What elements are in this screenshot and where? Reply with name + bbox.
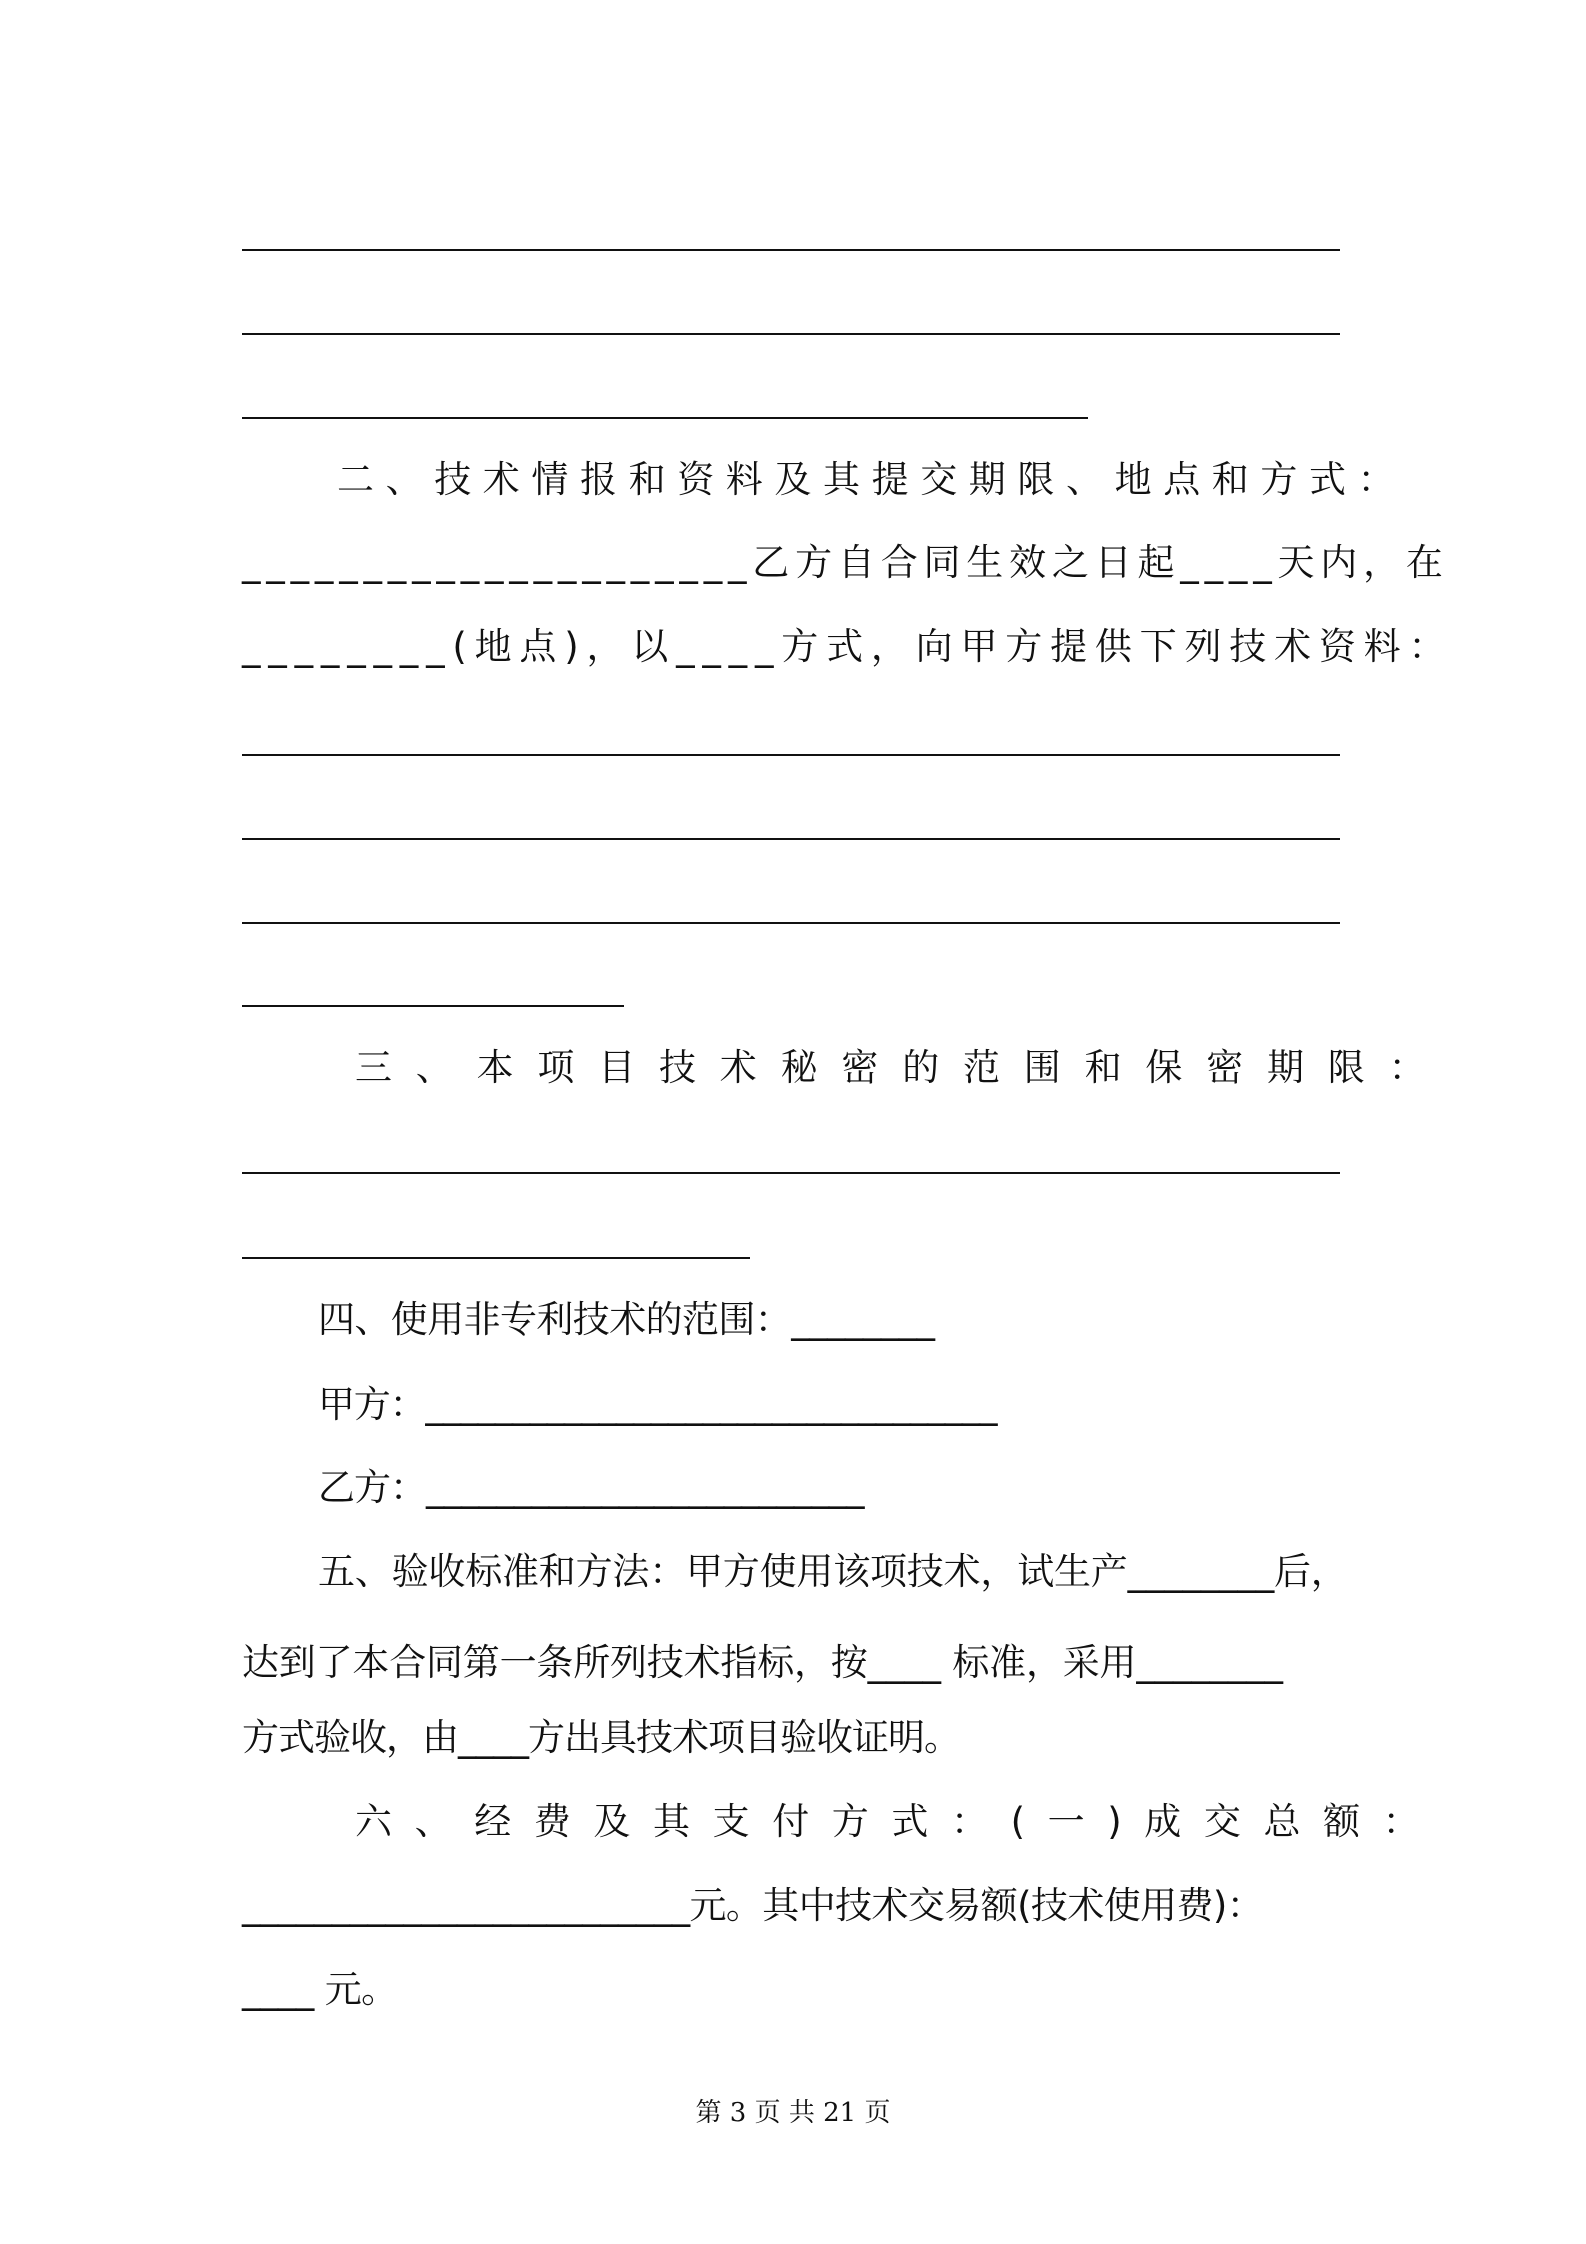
blank-line <box>242 754 1340 756</box>
section-5-text-line: 方式验收，由____方出具技术项目验收证明。 <box>242 1716 960 1759</box>
page-number-footer: 第 3 页 共 21 页 <box>695 2098 891 2128</box>
party-b-line: 乙方：_________________________ <box>318 1466 864 1509</box>
blank-line <box>242 333 1340 335</box>
party-a-line: 甲方：_________________________________ <box>318 1383 997 1426</box>
blank-line <box>242 838 1340 840</box>
blank-line <box>242 1005 624 1007</box>
section-5-heading: 五、验收标准和方法：甲方使用该项技术，试生产________后， <box>318 1550 1348 1593</box>
section-6-text-line: ____ 元。 <box>242 1968 398 2011</box>
section-4-heading: 四、使用非专利技术的范围：________ <box>318 1298 935 1341</box>
section-2-text-line: ________(地点)，以____方式，向甲方提供下列技术资料： <box>242 625 1454 668</box>
blank-line <box>242 249 1340 251</box>
section-2-text-line: _____________________乙方自合同生效之日起____天内，在 <box>242 541 1449 584</box>
blank-line <box>242 417 1088 419</box>
section-5-text-line: 达到了本合同第一条所列技术指标，按____ 标准，采用________ <box>242 1641 1283 1684</box>
section-3-heading: 三、本项目技术秘密的范围和保密期限： <box>355 1046 1450 1089</box>
section-6-text-line: _________________________元。其中技术交易额(技术使用费)： <box>242 1884 1264 1927</box>
blank-line <box>242 1257 750 1259</box>
section-2-heading: 二、技术情报和资料及其提交期限、地点和方式： <box>337 458 1407 501</box>
blank-line <box>242 1172 1340 1174</box>
section-6-heading: 六、经费及其支付方式：(一)成交总额： <box>355 1800 1443 1843</box>
blank-line <box>242 922 1340 924</box>
